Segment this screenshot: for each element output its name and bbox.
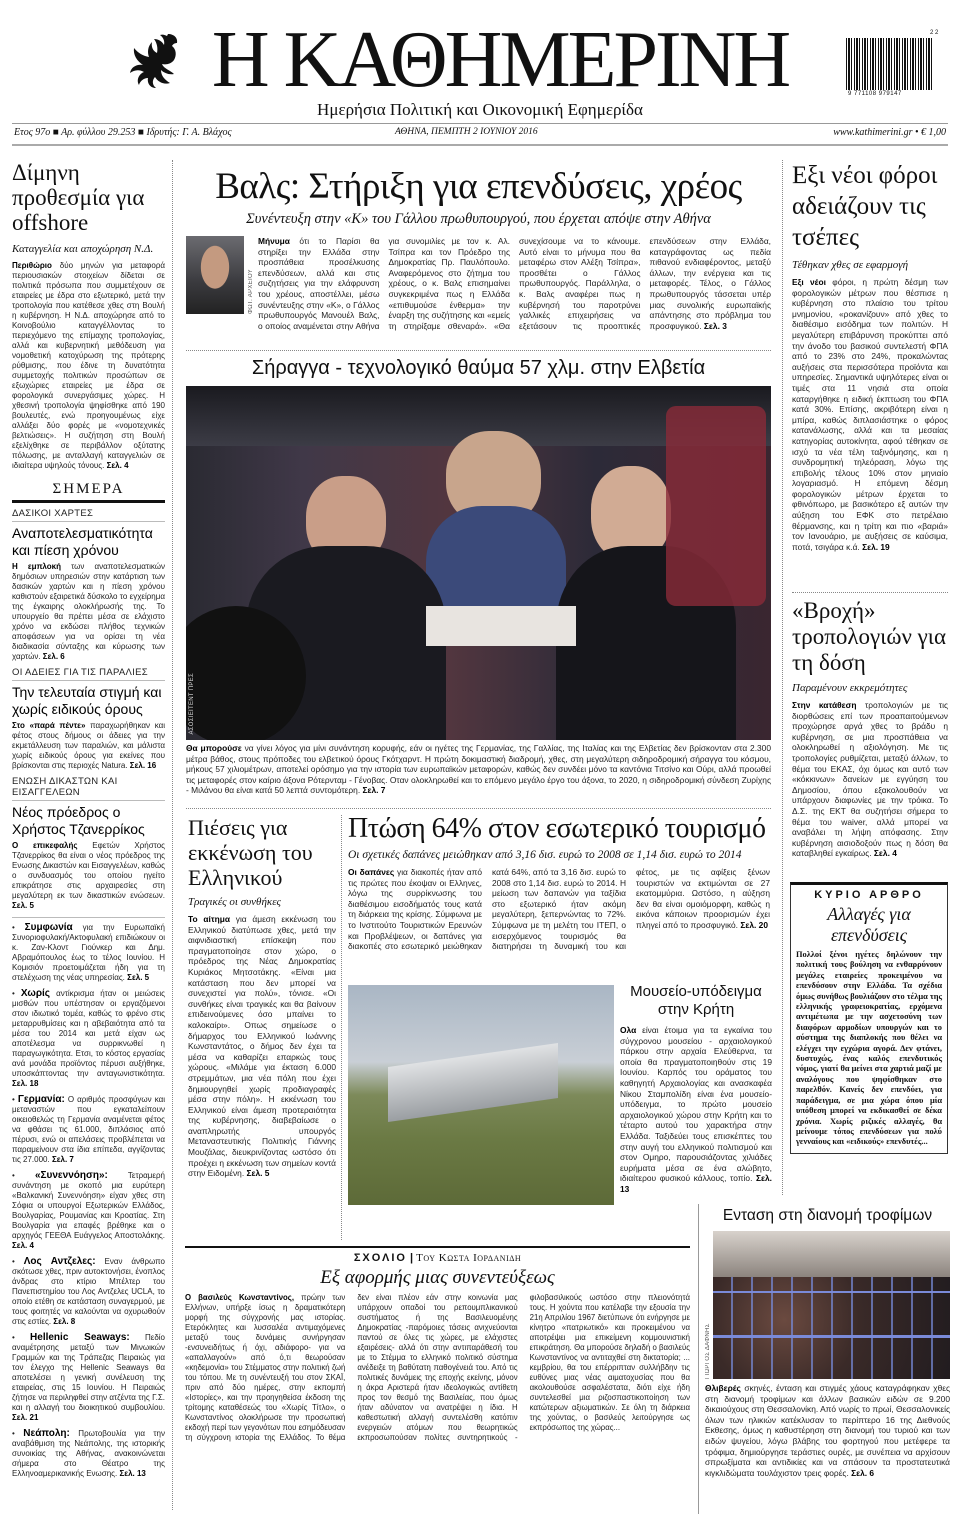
headline-editorial[interactable]: Αλλαγές για επενδύσεις [827,904,911,945]
today-section-label: ΣΗΜΕΡΑ [12,481,165,503]
news-brief: • Λος Αντζελες: Εναν άνθρωπο σκότωσε χθες, πριν αυτοκτονήσει, ένοπλος άνδρας στο κτίριο Μπέλτερ του Πανεπιστημίου του Λος Αντζελες UCLA, το οποίο ετέθη σε κατάσταση συναγερμού, με τους φοιτητές να καλούνται να οχυρωθούν στις εστίες. Σελ. 8 [12,1256,165,1326]
headline-commentary[interactable]: Εξ αφορμής μιας συνεντεύξεως [320,1267,555,1288]
subtitle-offshore: Καταγγελία και αποχώρηση Ν.Δ. [12,243,154,255]
story-museum: Μουσείο-υπόδειγμα στην Κρήτη Ολα είναι έτοιμα για τα εγκαίνια του σύγχρονου μουσείου - αρχαιολογικού πάρκου στην αρχαία Ελεύθερνα, τα οποία θα πραγματοποιηθούν στις 19 Ιουνίου. Καρπός του οράματος του καθηγητή Αρχαιολογίας και ανασκαφέα Νίκου Σταμπολίδη είναι ένα μουσείο-υπόδειγμα, το πρώτο μουσείο αρχαιολογικού χώρου στην Κρήτη και το τέταρτο αυτού του χαρακτήρα στην Ελλάδα. Ταξιδεύει τους επισκέπτες του στην αυγή του ελληνικού πολιτισμού και στον Ομηρο, παρουσιάζοντας χιλιάδες ευρήματα μέσα σε ένα αλώβητο, ιδιαίτερου φυσικού κάλλους, τοπίο. Σελ. 13 [620,983,772,1194]
bullet-icon: • [12,1333,31,1342]
photo-credit-food: ΓΙΩΡΓΟΣ ΔΑΦΝΗΣ [705,1323,711,1379]
center-main [186,165,771,331]
news-brief: • Νεάπολη: Πρωτοβουλία για την αναβάθμιση της Νεάπολης, της ιστορικής συνοικίας της Αθήνας, ανακοινώνεται σήμερα στο Θέατρο της Ελληνοαμερικανικής Ενωσης. Σελ. 13 [12,1428,165,1478]
right-taxes: Εξι νέοι φόροι αδειάζουν τις τσέπες Τέθηκαν χθες σε εφαρμογή Εξι νέοι φόροι, η πρώτη δέσμη των φορολογικών μέτρων που θέσπισε η κυβέρνηση στο πλαίσιο του τρίτου μνημονίου, «ροκανίζουν» από χθες το διαθέσιμο εισόδημα των πολιτών. Η μεγαλύτερη επιβάρυνση προκύπτει από την άνοδο του βασικού συντελεστή ΦΠΑ από το 23% στο 24%, προκαλώντας αυξήσεις στα περισσότερα προϊόντα και υπηρεσίες. Σημαντικά υψηλότερες είναι οι τιμές στα 11 νησιά στα οποία καταργήθηκε η ειδική έκπτωση του ΦΠΑ κατά 30%. Επίσης, ακριβότερη είναι η μπίρα, καθώς διπλασιάστηκε ο φόρος κατανάλωσης, αλλά και τα μεσαίας κατηγορίας αυτοκίνητα, αφού τέθηκαν σε ισχύ τα νέα τέλη ταξινόμησης, και η συνδρομητική τηλεόραση, λόγω της επιβολής τέλους 10% στον μηνιαίο λογαριασμό. Η επόμενη δέσμη φορολογικών μέτρων έρχεται το φθινόπωρο, με βασικότερο εξ αυτών την αύξηση του ΕΦΚ στο πετρέλαιο θέρμανσης, και η τρίτη και πιο «βαριά» τον Ιανουάριο, με αυξήσεις σε καύσιμα, ποτά, τσιγάρα κ.ά. Σελ. 19 [792,162,948,552]
headline-hellinikon[interactable]: Πιέσεις για εκκένωση του Ελληνικού [188,815,313,890]
headline-tunnel[interactable]: Σήραγγα - τεχνολογικό θαύμα 57 χλμ. στην Ελβετία [251,357,706,379]
bullet-icon: • [12,923,25,932]
bullet-icon: • [12,1429,24,1438]
subtitle-valls: Συνέντευξη στην «Κ» του Γάλλου πρωθυπουργού, που έρχεται απόψε στην Αθήνα [246,211,711,227]
news-brief: • Συμφωνία για την Ευρωπαϊκή Συνοριοφυλακή/Ακτοφυλακή επιδιώκουν οι κ. Ζαν-Κλοντ Γιούνκερ και Δημ. Αβραμόπουλος έως το τέλος Ιουνίου. Η Κομισιόν προετοιμάζεται ήδη για τη στελέχωση της νέας υπηρεσίας. Σελ. 5 [12,922,165,982]
masthead-subtitle: Ημερήσια Πολιτική και Οικονομική Εφημερίδα [317,100,643,119]
barcode-addon: 2 2 [930,30,939,36]
story-hellinikon: Πιέσεις για εκκένωση του Ελληνικού Τραγικές οι συνθήκες Το αίτημα για άμεση εκκένωση του Ελληνικού διατύπωσε χθες, μετά την αιφνιδιαστική επίσκεψη που πραγματοποίησε στον χώρο, ο πρόεδρος της Νέας Δημοκρατίας Κυριάκος Μητσοτάκης. «Είναι μια κατάσταση που δεν μπορεί να συνεχιστεί για πολύ», τόνισε. «Οι συνθήκες είναι τραγικές και θα βαίνουν επιδεινούμενες όσο μπαίνει το καλοκαίρι». Οπως σημείωσε ο δήμαρχος του Ελληνικού Ιωάννης Κωνσταντάτος, ο δήμος δεν έχει τα μέσα να καθαρίζει επαρκώς τους χώρους. «Μιλάμε για έκταση 6.000 στρεμμάτων, μια νέα πόλη που έχει δημιουργηθεί χωρίς προδιαγραφές μέσα στην πόλη». Η εκκένωση του Ελληνικού είναι άμεση προτεραιότητα της κυβέρνησης, διαβεβαίωσε ο αναπληρωτής υπουργός Μεταναστευτικής Πολιτικής Γιάννης Μουζάλας, διευκρινίζοντας ωστόσο ότι προέχει η εκκένωση των σημείων κοντά στην Ειδομένη. Σελ. 5 [188,815,336,1179]
story-body: Η εμπλοκή των αναποτελεσματικών δημόσιων υπηρεσιών στην κατάρτιση των δασικών χαρτών και η πίεση χρόνου καθιστούν εξαιρετικά δύσκολο το εγχείρημα της έγκαιρης ολοκλήρωσής της. Το υπουργείο θα πρέπει μέσα σε ελάχιστο χρόνο να εκδώσει πλήθος τεχνικών αποφάσεων για να ορίσει τη νέα διαδικασία σύνταξης και κύρωσης των χαρτών. Σελ. 6 [12,562,166,661]
photo-museum [348,985,614,1205]
left-column [12,160,165,1485]
commentary-byline: Του Κωστα Ιορδανιδη [416,1252,522,1264]
news-brief: • Hellenic Seaways: Πεδίο αναμέτρησης μεταξύ των Μινωικών Γραμμών και της Τράπεζας Πειραιώς για τον έλεγχο της Hellenic Seaways θα αποτελέσει η γενική συνέλευση της εταιρείας, στις 15 Ιουνίου. Η Πειραιώς ζήτησε να περιληφθεί στην ατζέντα της Γ.Σ. και η αλλαγή του διοικητικού συμβουλίου. Σελ. 21 [12,1332,165,1422]
left-story [12,508,165,662]
news-brief: • Γερμανία: Ο αριθμός προσφύγων και μεταναστών που εγκαταλείπουν οικειοθελώς τη Γερμανία αναμένεται φέτος να φθάσει τις 61.000, διπλάσιος από πέρυσι, ενώ οι απελάσεις προβλέπεται να παραμείνουν στα ίδια επίπεδα, αγγίζοντας τις 27.000. Σελ. 7 [12,1094,165,1164]
commentary-label: ΣΧΟΛΙΟ [353,1252,407,1264]
story-kicker: ΔΑΣΙΚΟΙ ΧΑΡΤΕΣ [12,508,165,522]
story-headline[interactable]: Νέος πρόεδρος ο Χρήστος Τζανερρίκος [12,804,145,837]
headline-valls[interactable]: Βαλς: Στήριξη για επενδύσεις, χρέος [215,166,742,207]
story-food: Ενταση στη διανομή τροφίμων ΓΙΩΡΓΟΣ ΔΑΦΝΗΣ Θλιβερές σκηνές, ένταση και στιγμές χάους καταγράφηκαν χθες στη διανομή τροφίμων και άλλων βασικών ειδών σε 9.200 δικαιούχους στη Θεσσαλονίκη. Από νωρίς το πρωί, Θεσσαλονικείς όλων των ηλικιών κατέκλυσαν το περίπτερο 16 της Διεθνούς Εκθεσης, όμως η καθυστέρηση στη διανομή του τυριού και των ειδών ψυγείου, λόγω βλάβης του φορτηγού που μετέφερε τα τρόφιμα, δημιούργησε τεράστιες ουρές, με συνέπεια να αρχίσουν σπρωξίματα και αντιδικίες και να σπάσουν τα προστατευτικά κιγκλιδώματα τουλάχιστον τρεις φορές. Σελ. 6 [705,1207,950,1478]
headline-tourism[interactable]: Πτώση 64% στον εσωτερικό τουρισμό [348,813,766,844]
editorial-box [790,882,948,1154]
bullet-icon: • [12,1257,24,1266]
barcode-number: 9 771108 979147 [848,91,902,97]
bullet-icon: • [12,1095,18,1104]
barcode [846,38,934,90]
photo-food-crowd [713,1231,950,1379]
caption-tunnel: Θα μπορούσε να γίνει λόγος για μίνι συνάντηση κορυφής, εάν οι ηγέτες της Γερμανίας, της Γαλλίας, της Ιταλίας και της Ελβετίας δεν βρίσκονταν στα 2.300 μέτρα βάθος, στους πρόποδες του ελβετικού όρους Γκότχαρντ. Η πρώτη δοκιμαστική διαδρομή, χθες, στη μεγαλύτερη σιδηροδρομική σήραγγα του κόσμου, μήκους 57 χιλιομέτρων, αποτελεί ορόσημο για την ιστορία των ευρωπαϊκών μεταφορών, καθώς δεν συνδέει μόνο τα καντόνια Τιτσίνο και Ούρι, αλλά προωθεί τις μεταφορές στον καίριο άξονα Ρότερνταμ - Γένοβας. Οταν ολοκληρωθεί και το επόμενο μεγάλο έργο του άξονα, το 2020, η σιδηροδρομική σύνδεση Ζυρίχης - Μιλάνου θα είναι κατά 50 λεπτά συντομότερη. Σελ. 7 [186,743,771,796]
photo-credit-tunnel: ΑΣΟΣΙΕΪΤΕΝΤ ΠΡΕΣ [189,672,195,734]
left-story [12,776,165,911]
masthead-info: Ετος 97ο ■ Αρ. φύλλου 29.253 ■ Ιδρυτής: Γ. Α. Βλάχος [14,127,232,138]
subtitle-amendments: Παραμένουν εκκρεμότητες [792,682,908,694]
photo-valls [186,236,244,314]
story-kicker: ΟΙ ΑΔΕΙΕΣ ΓΙΑ ΤΙΣ ΠΑΡΑΛΙΕΣ [12,667,165,681]
story-headline[interactable]: Την τελευταία στιγμή και χωρίς ειδικούς όρους [12,684,162,717]
news-brief: • Χωρίς αντίκρισμα ήταν οι μειώσεις μισθών που υπέστησαν οι εργαζόμενοι στον ιδιωτικό τομέα, καθώς το φρένο στις μεταρρυθμίσεις και η αβεβαιότητα από τα μέσα του 2014 και μετά είχαν ως αποτέλεσμα να συρρικνωθεί η παραγωγικότητα. Ετσι, το κόστος εργασίας ανά μονάδα προϊόντος πέρυσι αυξήθηκε, υποσκάπτοντας την ανταγωνιστικότητα. Σελ. 18 [12,988,165,1088]
story-tourism: Πτώση 64% στον εσωτερικό τουρισμό Οι σχετικές δαπάνες μειώθηκαν από 3,16 δισ. ευρώ το 2008 σε 1,14 δισ. ευρώ το 2014 Οι δαπάνες για διακοπές ήταν από τις πρώτες που έκοψαν οι Ελληνες, λόγω της συρρίκνωσης του διαθέσιμου εισοδήματός τους κατά τη διάρκεια της κρίσης. Σύμφωνα με το Ινστιτούτο Τουριστικών Ερευνών και Προβλέψεων, οι δαπάνες για διακοπές στο εσωτερικό μειώθηκαν κατά 64%, από τα 3,16 δισ. ευρώ το 2008 στο 1,14 δισ. ευρώ το 2014. Η μείωση των δαπανών για ταξίδια στο εξωτερικό ήταν ακόμη μεγαλύτερη, ξεπερνώντας το 72%. Σύμφωνα με τη μελέτη του ΙΤΕΠ, ο εισερχόμενος τουρισμός θα διατηρήσει τη δυναμική του και φέτος, με τις αφίξεις ξένων τουριστών να εκτιμώνται σε 27 εκατομμύρια. Ωστόσο, η αύξηση δεν θα είναι ομοιόμορφη, καθώς η εικόνα κάποιων προορισμών έχει πληγεί από το προσφυγικό. Σελ. 20 [348,813,770,952]
left-story [12,667,165,771]
masthead-title: Η ΚΑΘΗΜΕΡΙΝΗ [211,16,789,104]
issue-number: Αρ. φύλλου 29.253 [61,127,136,138]
headline-offshore[interactable]: Δίμηνη προθεσμία για offshore [12,160,145,235]
griffin-icon [128,30,190,96]
year: Ετος 97ο [14,127,51,138]
photo-credit-valls: ΦΩΤ. ΑΡΧΕΙΟΥ [248,268,254,314]
bullet-icon: • [12,989,21,998]
commentary: ΣΧΟΛΙΟ | Του Κωστα Ιορδανιδη Εξ αφορμής μιας συνεντεύξεως Ο βασιλεύς Κωνσταντίνος, πρώην των Ελλήνων, υπήρξε ίσως η δραματικότερη μορφή της σύγχρονής μας ιστορίας. Ετερόκλητες και λυσσαλέα αντιμαχόμενες μεταξύ τους δυνάμεις συνήργησαν -ενσυνειδήτως ή όχι, αδιάφορο- για να «απαλλαγούν» από ό,τι θεωρούσαν «κηδεμονία» του Στέμματος στην πολιτική ζωή του τόπου. Με τη συνέντευξή του στον ΣΚΑΪ, πριν από δύο ημέρες, στην εκπομπή «Ιστορίες», και την προηγηθείσα έκδοση της τρίτομης καταθέσεώς του «Χωρίς Τίτλο», ο Κωνσταντίνος ολοκλήρωσε την προσωπική εκδοχή περί των γεγονότων που εσημόδευσαν τη σύγχρονη ιστορία της Ελλάδος. Το θέμα δεν είναι πλέον εάν στην κοινωνία μας υπάρχουν οπαδοί του ρεπουμπλικανικού συστήματος ή της Βασιλευομένης Δημοκρατίας -παρόμοιες τάσεις ανιχνεύονται παντού σε όλες τις χώρες, με ελάχιστες εξαιρέσεις- αλλά ότι στην αντιπαράθεσή του με το Στέμμα το ελληνικό πολιτικό σύστημα ανέδειξε τη βαθύτατη παθογένειά του. Από τις πολιτικές δυνάμεις της εποχής εκείνης, μόνον η άκρα Αριστερά ήταν ιδεολογικώς αντίθετη προς τον θεσμό της Βασιλείας, που όμως ήταν αδύνατον να ανατρέψει η ίδια. Η καθεστωτική αλλαγή συντελέσθη κατόπιν ενεργειών ατόμων που θεωρητικώς εκπροσωπούσαν πολίτες συντηρητικούς - φιλοβασιλικούς ωστόσο στην πλειονότητά τους. Η χούντα που κατέλαβε την εξουσία την 21η Απριλίου 1967 διετύπωνε ότι ενήργησε με κίνητρο «πατριωτικό» και προκειμένου να αποτρέψει μια επικείμενη κομμουνιστική επικράτηση. Θα μπορούσε δηλαδή ο βασιλεύς Κωνσταντίνος να αντιταχθεί στη δικτατορία; ... κεμβρίου, θα του επέρριπταν συλλήβδην τις ευθύνες μιας νέας αιματοχυσίας που θα ακολουθούσε ασφαλέστατα, διότι είχε ήδη συντελεσθεί μια ριζοσπαστικοποίηση των κατώτερων αξιωματικών. Σε όλη τη διάρκεια της χούντας, ο βασιλεύς λειτούργησε ως εκπρόσωπος της χώρας... [185,1252,690,1442]
subtitle-taxes: Τέθηκαν χθες σε εφαρμογή [792,259,909,271]
bullet-icon: • [12,1171,35,1180]
headline-taxes[interactable]: Εξι νέοι φόροι αδειάζουν τις τσέπες [792,162,938,251]
headline-food[interactable]: Ενταση στη διανομή τροφίμων [722,1207,933,1224]
editorial-label: ΚΥΡΙΟ ΑΡΘΡΟ [814,889,924,901]
masthead-right-info: www.kathimerini.gr • € 1,00 [833,127,946,138]
photo-tunnel-train [186,386,771,740]
website-link[interactable]: www.kathimerini.gr [833,127,913,138]
headline-amendments[interactable]: «Βροχή» τροπολογιών για τη δόση [792,598,947,675]
editorial-body: Πολλοί ξένοι ηγέτες δηλώνουν την πολιτική τους βούληση να ενθαρρύνουν μεγάλες εταιρείες προκειμένου να επενδύσουν στην Ελλάδα. Τα σχέδια όμως συνήθως βουλιάζουν στο τέλμα της ελληνικής γραφειοκρατίας, ερχόμενα αντιμέτωπα με την ασχετοσύνη των διαφόρων αρμοδίων υπουργών και το σύστημα της διαπλοκής που θέλει να ελέγχει την εγχώρια αγορά. Δεν φτάνει, δυστυχώς, ένας καλός επενδυτικός νόμος, γιατί θα μείνει στα χαρτιά μαζί με αναλόγους που ψηφίσθηκαν στο παρελθόν. Κανείς δεν επενδύει, για παράδειγμα, σε μια χώρα όπου μία υπόθεση μπορεί να εκδικασθεί σε δέκα χρόνια. Χωρίς ριζικές αλλαγές, θα μείνουμε τόπος επενδύσεων για πολύ γενναίους και «ειδικούς» επενδυτές... [796,950,942,1147]
dateline: ΑΘΗΝΑ, ΠΕΜΠΤΗ 2 ΙΟΥΝΙΟΥ 2016 [395,127,538,137]
story-body: Στο «παρά πέντε» παραχωρήθηκαν και φέτος στους δήμους οι άδειες για την εκμετάλλευση των παραλιών, και μάλιστα χωρίς ειδικούς όρους για εκείνες που βρίσκονται στις περιοχές Natura. Σελ. 16 [12,721,165,770]
story-kicker: ΕΝΩΣΗ ΔΙΚΑΣΤΩΝ ΚΑΙ ΕΙΣΑΓΓΕΛΕΩΝ [12,776,165,801]
story-body: Ο επικεφαλής Εφετών Χρήστος Τζανερρίκος θα είναι ο νέος πρόεδρος της Ενωσης Δικαστών και Εισαγγελέων, καθώς ο συνδυασμός του οποίου ηγείτο επικράτησε στις αρχαιρεσίες στη μεγαλύτερη εκ των δικαστικών ενώσεων. Σελ. 5 [12,841,166,910]
founder: Ιδρυτής: Γ. Α. Βλάχος [146,127,232,138]
price: € 1,00 [921,127,946,138]
headline-museum[interactable]: Μουσείο-υπόδειγμα στην Κρήτη [630,983,762,1018]
story-headline[interactable]: Αναποτελεσματικότητα και πίεση χρόνου [12,525,153,558]
story-offshore: Περιθώριο δύο μηνών για μεταφορά περιουσιακών στοιχείων δίδεται σε πολιτικά πρόσωπα που συμμετέχουν σε εταιρείες με έδρα στο εξωτερικό, μετά την τροπολογία που κατέθεσε χθες στη Βουλή η κυβέρνηση. Η Ν.Δ. αποχώρησε από το Κοινοβούλιο καταγγέλλοντας το περιεχόμενο της επίμαχης τροπολογίας, αλλά και κυβερνητική μεθόδευση για νομοθετική κατοχύρωση της πρότερης ρύθμισης, που έδινε τη δυνατότητα συμμετοχής πολιτικών προσώπων σε εξωχώριες εταιρείες με έδρα σε φορολογικά συνεργάσιμες χώρες. Η χθεσινή τροπολογία ψηφίσθηκε από 190 βουλευτές, ενώ προηγουμένως είχε αλλάξει δύο φορές με «νομοτεχνικές βελτιώσεις». Η συζήτηση στη Βουλή εξελίχθηκε σε περιβάλλον οξύτατης πόλωσης, με ανταλλαγή καταγγελιών σε ιδιαίτερα υψηλούς τόνους. Σελ. 4 [12,261,165,470]
right-amendments: «Βροχή» τροπολογιών για τη δόση Παραμένουν εκκρεμότητες Στην κατάθεση τροπολογιών με τις διορθώσεις επί των προαπαιτούμενων προχώρησε αργά χθες το βράδυ η κυβέρνηση, σε μια προσπάθεια να ολοκληρωθεί η αξιολόγηση. Με τις τροπολογίες ρυθμίζεται, μεταξύ άλλων, το θέμα του ΕΚΑΣ, όχι όμως και αυτό των «κόκκινων» δανείων με εγγύηση του Δημοσίου, όπου εξακολουθούν να υπάρχουν διαφωνίες με την τρόικα. Το Δ.Σ. της ΕΚΤ θα συζητήσει σήμερα το θέμα του waiver, αλλά μπορεί να αναβάλει τη λήψη απόφασης. Στην κυβέρνηση αισιοδοξούν πως η δόση θα καταβληθεί εγκαίρως. Σελ. 4 [792,598,948,859]
news-brief: • «Συνεννόηση»: Τετραμερή συνάντηση με σκοπό μια ευρύτερη «Βαλκανική Συνεννόηση» είχαν χθες στη Σόφια οι υπουργοί Εξωτερικών Ελλάδος, Βουλγαρίας, Ρουμανίας και Κροατίας. Στη Βουλγαρία για επαφές βρέθηκε και ο αρχηγός ΓΕΕΘΑ Ευάγγελος Αποστολάκης. Σελ. 4 [12,1170,165,1250]
subtitle-tourism: Οι σχετικές δαπάνες μειώθηκαν από 3,16 δισ. ευρώ το 2008 σε 1,14 δισ. ευρώ το 2014 [348,849,742,861]
masthead [0,0,960,148]
subtitle-hellinikon: Τραγικές οι συνθήκες [188,896,281,908]
story-valls: Μήνυμα ότι το Παρίσι θα στηρίξει την Ελλάδα στην προσπάθεια προσέλκυσης επενδύσεων, αλλά και στις συζητήσεις για την ελάφρυνση του χρέους, αποστέλλει, μέσω συνέντευξης στην «Κ», ο Γάλλος πρωθυπουργός Μανουέλ Βαλς, ο οποίος αναμένεται στην Αθήνα για συνομιλίες με τον κ. Αλ. Τσίπρα και τον Πρόεδρο της Δημοκρατίας Πρ. Παυλόπουλο. Αναφερόμενος στο ζήτημα του χρέους, ο κ. Βαλς επισημαίνει συγκεκριμένα πως η Ελλάδα «επιθυμούσε ένθερμα» την έναρξη της συζήτησης και «εμείς τη στηρίξαμε σθεναρά». «Θα συνεχίσουμε να το κάνουμε. Αυτό είναι το μήνυμα που θα μεταφέρω στον Αλέξη Τσίπρα», προσθέτει ο Γάλλος πρωθυπουργός. Παράλληλα, ο κ. Βαλς αναφέρει πως η κυβέρνησή του παροτρύνει γαλλικές επιχειρήσεις να εξετάσουν τις προοπτικές επενδύσεων στην Ελλάδα, καταγράφοντας ως πεδία πιθανού ενδιαφέροντος, μεταξύ άλλων, την ενέργεια και τις μεταφορές. Τέλος, ο Γάλλος πρωθυπουργός τάσσεται υπέρ μιας συνολικής ευρωπαϊκής απάντησης στο πρόβλημα του προσφυγικού. Σελ. 3 [258,236,771,331]
